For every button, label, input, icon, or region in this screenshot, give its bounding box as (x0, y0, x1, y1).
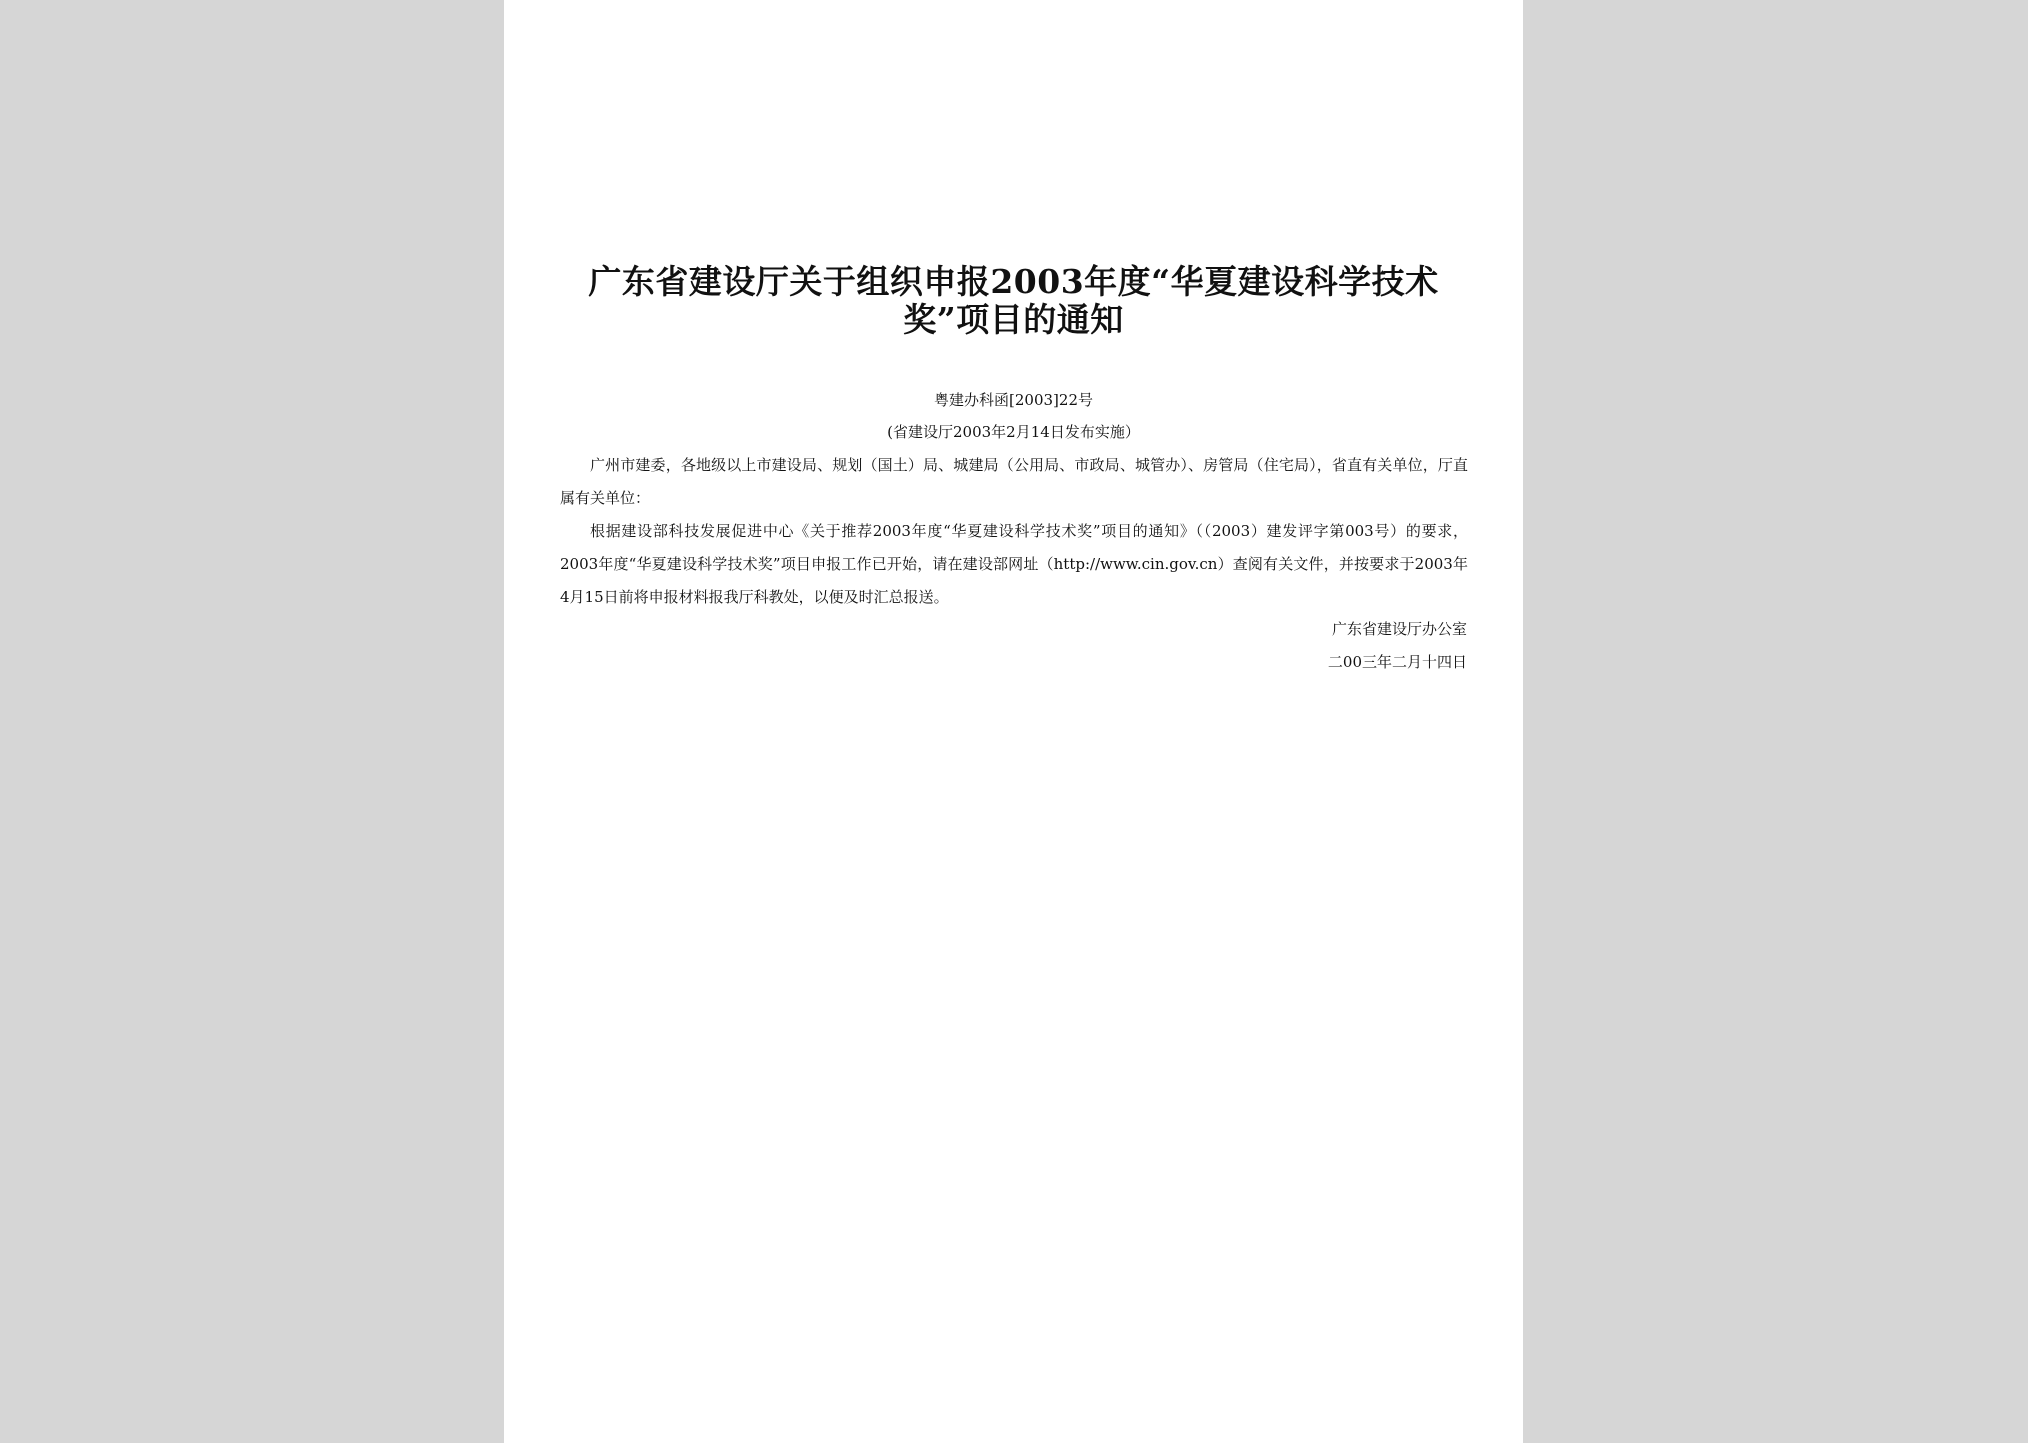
salutation: 广州市建委，各地级以上市建设局、规划（国土）局、城建局（公用局、市政局、城管办）、房管局（住宅局），省直有关单位，厅直属有关单位： (560, 456, 1468, 507)
body-paragraph: 根据建设部科技发展促进中心《关于推荐2003年度“华夏建设科学技术奖”项目的通知》（（2003）建发评字第003号）的要求，2003年度“华夏建设科学技术奖”项目申报工作已开始，请在建设部网址（http://www.cin.gov.cn）查阅有关文件，并按要求于2003年4月15日前将申报材料报我厅科教处，以便及时汇总报送。 (560, 522, 1468, 606)
document-page (504, 0, 1523, 1443)
signer: 广东省建设厅办公室 (1331, 620, 1467, 638)
document-number: 粤建办科函[2003]22号 (934, 391, 1093, 409)
sign-date: 二00三年二月十四日 (1327, 653, 1467, 671)
issue-note: (省建设厅2003年2月14日发布实施） (887, 423, 1140, 441)
document-title: 广东省建设厅关于组织申报2003年度“华夏建设科学技术奖”项目的通知 (588, 262, 1439, 339)
